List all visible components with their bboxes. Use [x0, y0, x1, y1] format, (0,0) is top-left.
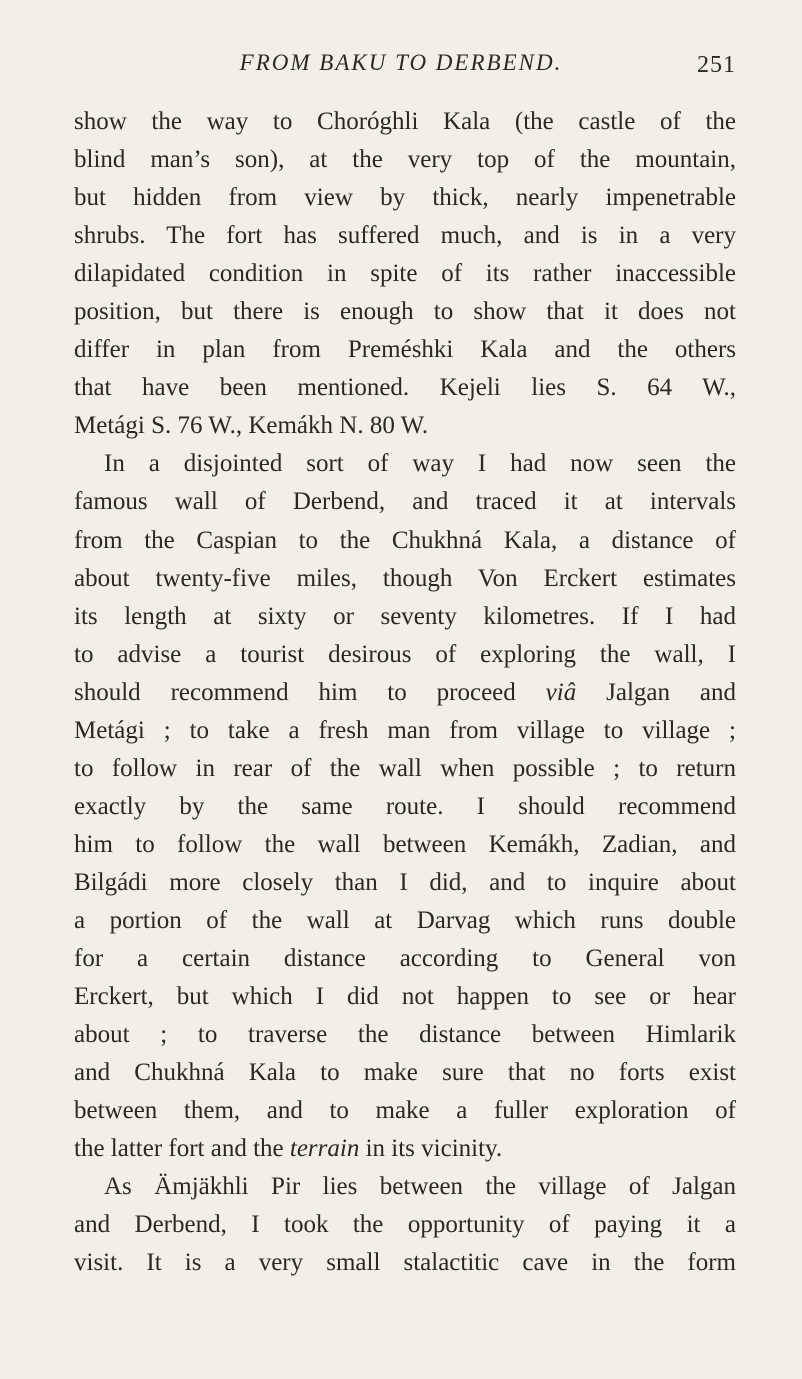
- text-line: to follow in rear of the wall when possible ; to return: [74, 754, 736, 782]
- text-segment: in its vicinity.: [359, 1135, 503, 1163]
- text-segment: should recommend him to proceed: [74, 678, 546, 706]
- text-line: and Chukhná Kala to make sure that no forts exist: [74, 1059, 736, 1087]
- text-line: [74, 1130, 736, 1168]
- text-line: position, but there is enough to show that it does not: [74, 298, 736, 326]
- body-text: [74, 103, 736, 1282]
- text-line: a portion of the wall at Darvag which runs double: [74, 906, 736, 934]
- text-line: shrubs. The fort has suffered much, and is in a very: [74, 222, 736, 250]
- text-line: about twenty-five miles, though Von Erckert estimates: [74, 564, 736, 592]
- text-line: differ in plan from Preméshki Kala and the others: [74, 336, 736, 364]
- text-line: [74, 674, 736, 712]
- text-line: Metági S. 76 W., Kemákh N. 80 W.: [74, 412, 429, 440]
- text-line: between them, and to make a fuller exploration of: [74, 1097, 736, 1125]
- text-line: famous wall of Derbend, and traced it at intervals: [74, 488, 736, 516]
- page-number: 251: [697, 52, 736, 78]
- text-segment: the latter fort and the: [74, 1135, 290, 1163]
- text-segment: Jalgan and: [576, 678, 736, 706]
- italic-term: terrain: [289, 1135, 360, 1163]
- text-line: visit. It is a very small stalactitic cave in the form: [74, 1249, 736, 1277]
- text-line: its length at sixty or seventy kilometres. If I had: [74, 602, 736, 630]
- text-line: and Derbend, I took the opportunity of paying it a: [74, 1211, 736, 1239]
- text-line: dilapidated condition in spite of its rather inaccessible: [74, 260, 736, 288]
- text-line: As Ämjäkhli Pir lies between the village of Jalgan: [104, 1173, 736, 1201]
- italic-term: viâ: [545, 678, 577, 706]
- text-line: him to follow the wall between Kemákh, Zadian, and: [74, 830, 736, 858]
- text-line: blind man’s son), at the very top of the mountain,: [74, 146, 736, 174]
- text-line: In a disjointed sort of way I had now seen the: [104, 450, 736, 478]
- text-line: for a certain distance according to General von: [74, 945, 736, 973]
- text-line: Bilgádi more closely than I did, and to inquire about: [74, 868, 736, 896]
- text-line: from the Caspian to the Chukhná Kala, a distance of: [74, 526, 736, 554]
- text-line: but hidden from view by thick, nearly impenetrable: [74, 184, 736, 212]
- text-line: that have been mentioned. Kejeli lies S. 64 W.,: [74, 374, 736, 402]
- text-line: show the way to Choróghli Kala (the castle of the: [74, 108, 736, 135]
- text-line: Metági ; to take a fresh man from village to village ;: [74, 716, 736, 744]
- text-line: Erckert, but which I did not happen to see or hear: [74, 983, 736, 1011]
- text-line: about ; to traverse the distance between Himlarik: [74, 1021, 736, 1049]
- text-line: to advise a tourist desirous of exploring the wall, I: [74, 640, 736, 668]
- running-head: FROM BAKU TO DERBEND.: [239, 50, 563, 75]
- text-line: exactly by the same route. I should recommend: [74, 792, 736, 820]
- page-header: [0, 50, 802, 86]
